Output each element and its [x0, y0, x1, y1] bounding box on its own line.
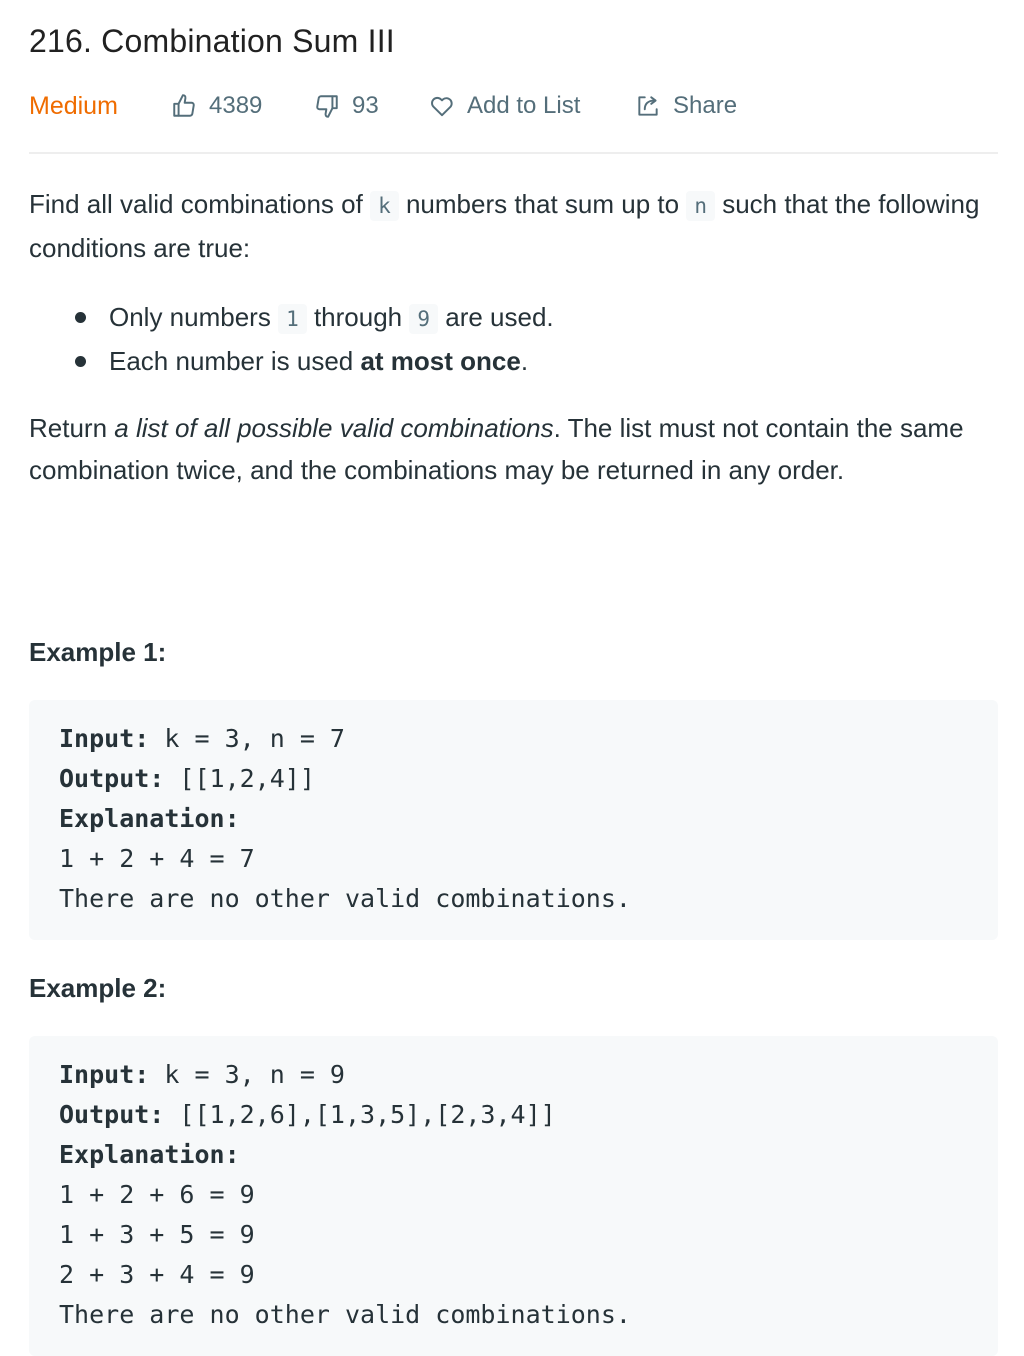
italic-text: a list of all possible valid combinations	[114, 413, 554, 443]
inline-code-9: 9	[409, 304, 438, 334]
input-value: k = 3, n = 9	[149, 1060, 345, 1089]
thumbs-up-icon	[171, 93, 197, 119]
difficulty-label: Medium	[29, 92, 118, 120]
condition-item	[29, 296, 989, 340]
explanation-line: There are no other valid combinations.	[59, 884, 631, 913]
condition-text: .	[520, 346, 529, 376]
problem-title: 216. Combination Sum III	[29, 23, 395, 59]
add-to-list-label: Add to List	[467, 92, 581, 119]
output-label: Output:	[59, 1100, 165, 1129]
explanation-line: 1 + 2 + 6 = 9	[59, 1180, 255, 1209]
condition-item	[29, 340, 989, 382]
share-icon	[635, 93, 661, 119]
conditions-list	[29, 296, 989, 382]
description-text: Find all valid combinations of	[29, 189, 371, 219]
condition-text: through	[306, 302, 410, 332]
example-input-line	[59, 1055, 345, 1095]
emphasis-text: at most once	[360, 346, 521, 376]
like-button[interactable]	[171, 86, 262, 126]
example-explanation-label	[59, 799, 240, 839]
condition-text: are used.	[438, 302, 554, 332]
condition-text: Each number is used	[109, 346, 361, 376]
inline-code-1: 1	[278, 304, 307, 334]
description-text: . The list must not contain the same combination twice, and the combinations may be returned in any order.	[29, 413, 964, 485]
dislike-button[interactable]	[314, 86, 379, 126]
example-output-line	[59, 759, 315, 799]
add-to-list-button[interactable]	[429, 86, 580, 126]
description-text: Return	[29, 413, 115, 443]
description-text: such that the following conditions are true:	[29, 189, 980, 263]
output-value: [[1,2,6],[1,3,5],[2,3,4]]	[164, 1100, 556, 1129]
example-heading: Example 1:	[29, 637, 167, 667]
explanation-line: 2 + 3 + 4 = 9	[59, 1260, 255, 1289]
share-button[interactable]	[635, 86, 737, 126]
explanation-label: Explanation:	[59, 1140, 240, 1169]
explanation-line: There are no other valid combinations.	[59, 1300, 631, 1329]
share-label: Share	[673, 92, 738, 119]
explanation-line: 1 + 3 + 5 = 9	[59, 1220, 255, 1249]
example-output-line	[59, 1095, 556, 1135]
description-paragraph	[29, 183, 994, 269]
example-code-block	[29, 700, 998, 940]
inline-code-n: n	[686, 191, 715, 221]
description-text: numbers that sum up to	[398, 189, 687, 219]
thumbs-down-icon	[314, 93, 340, 119]
likes-count: 4389	[209, 92, 263, 119]
example-code-block	[29, 1036, 998, 1356]
input-value: k = 3, n = 7	[149, 724, 345, 753]
example-heading: Example 2:	[29, 973, 167, 1003]
example-input-line	[59, 719, 345, 759]
input-label: Input:	[59, 724, 150, 753]
inline-code-k: k	[370, 191, 399, 221]
explanation-label: Explanation:	[59, 804, 240, 833]
header-divider	[29, 152, 998, 154]
problem-meta-bar	[29, 86, 999, 128]
explanation-line: 1 + 2 + 4 = 7	[59, 844, 255, 873]
heart-icon	[429, 93, 455, 119]
example-explanation-label	[59, 1135, 240, 1175]
bullet-point	[75, 312, 86, 323]
input-label: Input:	[59, 1060, 150, 1089]
condition-text: Only numbers	[109, 302, 279, 332]
output-label: Output:	[59, 764, 165, 793]
output-value: [[1,2,4]]	[164, 764, 315, 793]
dislikes-count: 93	[352, 92, 379, 119]
bullet-point	[75, 356, 86, 367]
return-paragraph	[29, 407, 994, 491]
